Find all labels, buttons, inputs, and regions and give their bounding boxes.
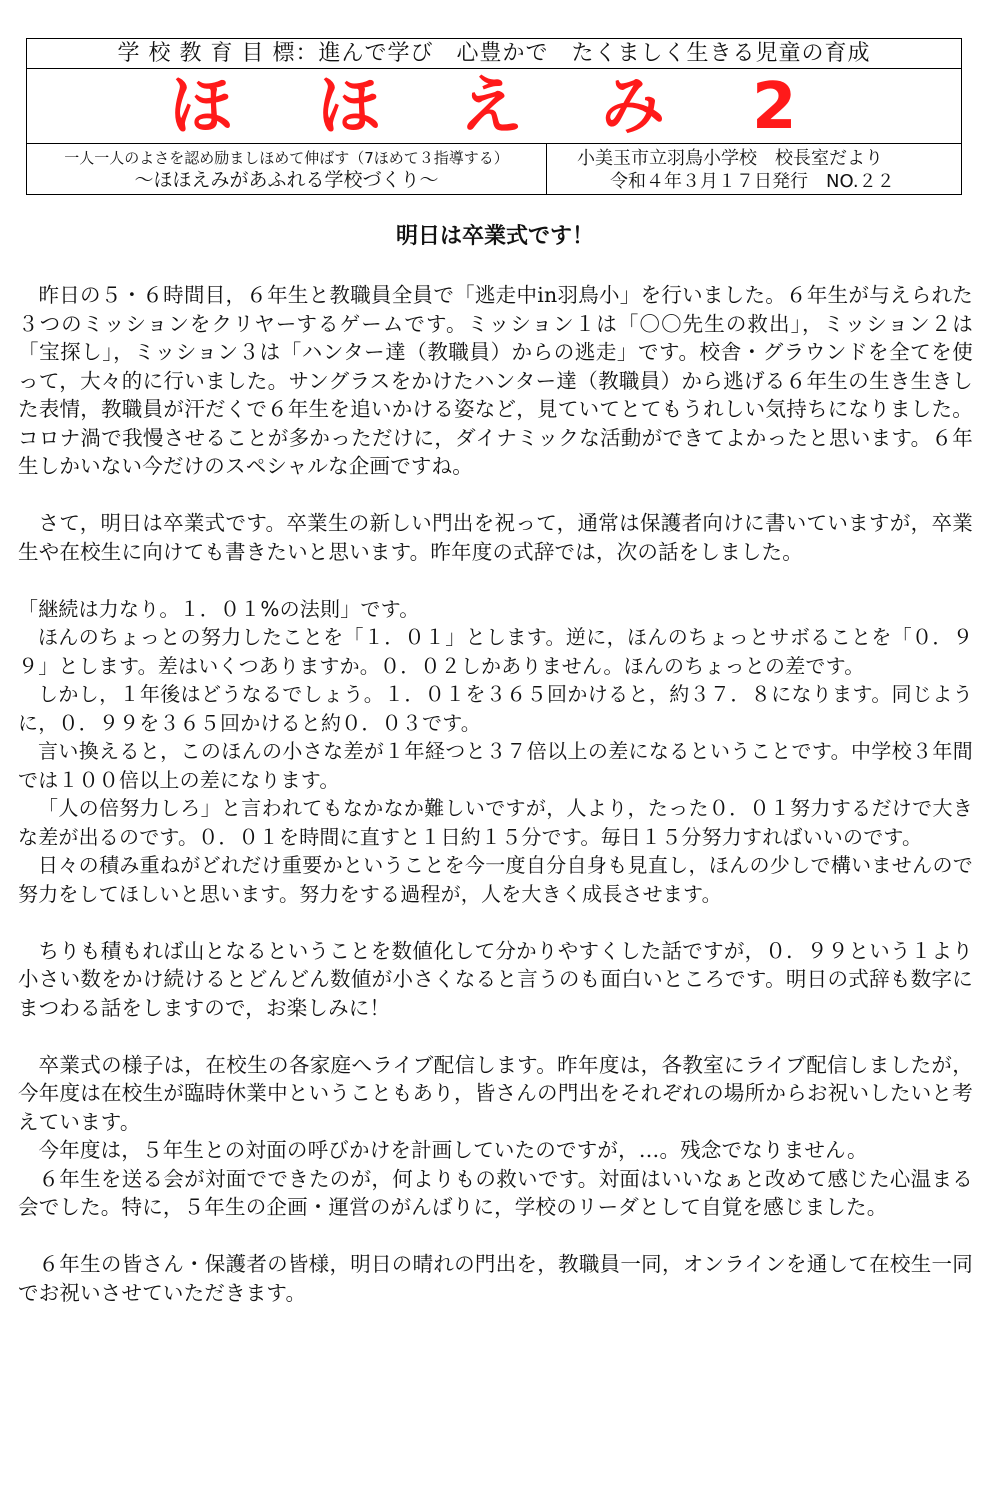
- speech-paragraph-4: 「人の倍努力しろ」と言われてもなかなか難しいですが，人より，たった０．０１努力するだけで大きな差が出るのです。０．０１を時間に直すと１日約１５分です。毎日１５分努力すればいいのです。: [18, 796, 973, 849]
- title-char-3: え: [459, 70, 523, 144]
- header-info-row: [27, 144, 961, 194]
- publisher-box: [547, 144, 961, 194]
- school-name: 小美玉市立羽鳥小学校 校長室だより: [577, 148, 883, 169]
- article-body: [18, 281, 973, 1307]
- title-char-4: み: [601, 70, 665, 144]
- paragraph-farewell-event: ６年生を送る会が対面でできたのが，何よりもの救いです。対面はいいなぁと改めて感じた心温まる会でした。特に，５年生の企画・運営のがんばりに，学校のリーダとして自覚を感じました。: [18, 1166, 973, 1219]
- issue-date: 令和４年３月１７日発行 NO.２２: [610, 171, 895, 192]
- motto-line-2: ～ほほえみがあふれる学校づくり～: [134, 169, 439, 191]
- paragraph-final: ６年生の皆さん・保護者の皆様，明日の晴れの門出を，教職員一同，オンラインを通して在校生一同でお祝いさせていただきます。: [18, 1252, 973, 1305]
- motto-line-1: 一人一人のよさを認め励ましほめて伸ばす（7ほめて３指導する）: [64, 149, 509, 167]
- title-char-2: ほ: [317, 70, 381, 144]
- newsletter-title: [27, 69, 961, 144]
- article-headline: 明日は卒業式です！: [395, 224, 594, 249]
- speech-title: 「継続は力なり。１．０１%の法則」です。: [18, 596, 420, 621]
- title-char-5: 2: [752, 70, 797, 144]
- paragraph-live-stream: 卒業式の様子は，在校生の各家庭へライブ配信します。昨年度は，各教室にライブ配信しましたが，今年度は在校生が臨時休業中ということもあり，皆さんの門出をそれぞれの場所からお祝いしたいと考えています。: [18, 1052, 973, 1134]
- school-goal: 学 校 教 育 目 標：進んで学び 心豊かで たくましく生きる児童の育成: [27, 39, 961, 69]
- paragraph-fifth-grade: 今年度は，５年生との対面の呼びかけを計画していたのですが，…。残念でなりません。: [38, 1138, 868, 1162]
- speech-paragraph-2: しかし，１年後はどうなるでしょう。１．０１を３６５回かけると，約３７．８になります。同じように，０．９９を３６５回かけると約０．０３です。: [18, 682, 973, 735]
- motto-box: [27, 144, 547, 194]
- speech-paragraph-1: ほんのちょっとの努力したことを「１．０１」とします。逆に，ほんのちょっとサボることを「０．９９」とします。差はいくつありますか。０．０２しかありません。ほんのちょっとの差です。: [18, 625, 973, 678]
- speech-paragraph-3: 言い換えると，このほんの小さな差が１年経つと３７倍以上の差になるということです。中学校３年間では１００倍以上の差になります。: [18, 739, 973, 792]
- paragraph-escape-game: 昨日の５・６時間目，６年生と教職員全員で「逃走中in羽鳥小」を行いました。６年生が与えられた３つのミッションをクリヤーするゲームです。ミッション１は「〇〇先生の救出」，ミッション２は「宝探し」，ミッション３は「ハンター達（教職員）からの逃走」です。校舎・グラウンドを全てを使って，大々的に行いました。サングラスをかけたハンター達（教職員）から逃げる６年生の生き生きした表情，教職員が汗だくで６年生を追いかける姿など，見ていてとてもうれしい気持ちになりました。コロナ渦で我慢させることが多かっただけに，ダイナミックな活動ができてよかったと思います。６年生しかいない今だけのスペシャルな企画ですね。: [18, 283, 973, 478]
- newsletter-header: [26, 38, 962, 195]
- paragraph-numbers: ちりも積もれば山となるということを数値化して分かりやすくした話ですが，０．９９という１より小さい数をかけ続けるとどんどん数値が小さくなると言うのも面白いところです。明日の式辞も数字にまつわる話をしますので，お楽しみに！: [18, 938, 973, 1020]
- title-char-1: ほ: [169, 70, 233, 144]
- speech-paragraph-5: 日々の積み重ねがどれだけ重要かということを今一度自分自身も見直し，ほんの少しで構いませんので努力をしてほしいと思います。努力をする過程が，人を大きく成長させます。: [18, 853, 973, 906]
- paragraph-graduation: さて，明日は卒業式です。卒業生の新しい門出を祝って，通常は保護者向けに書いていますが，卒業生や在校生に向けても書きたいと思います。昨年度の式辞では，次の話をしました。: [18, 511, 973, 564]
